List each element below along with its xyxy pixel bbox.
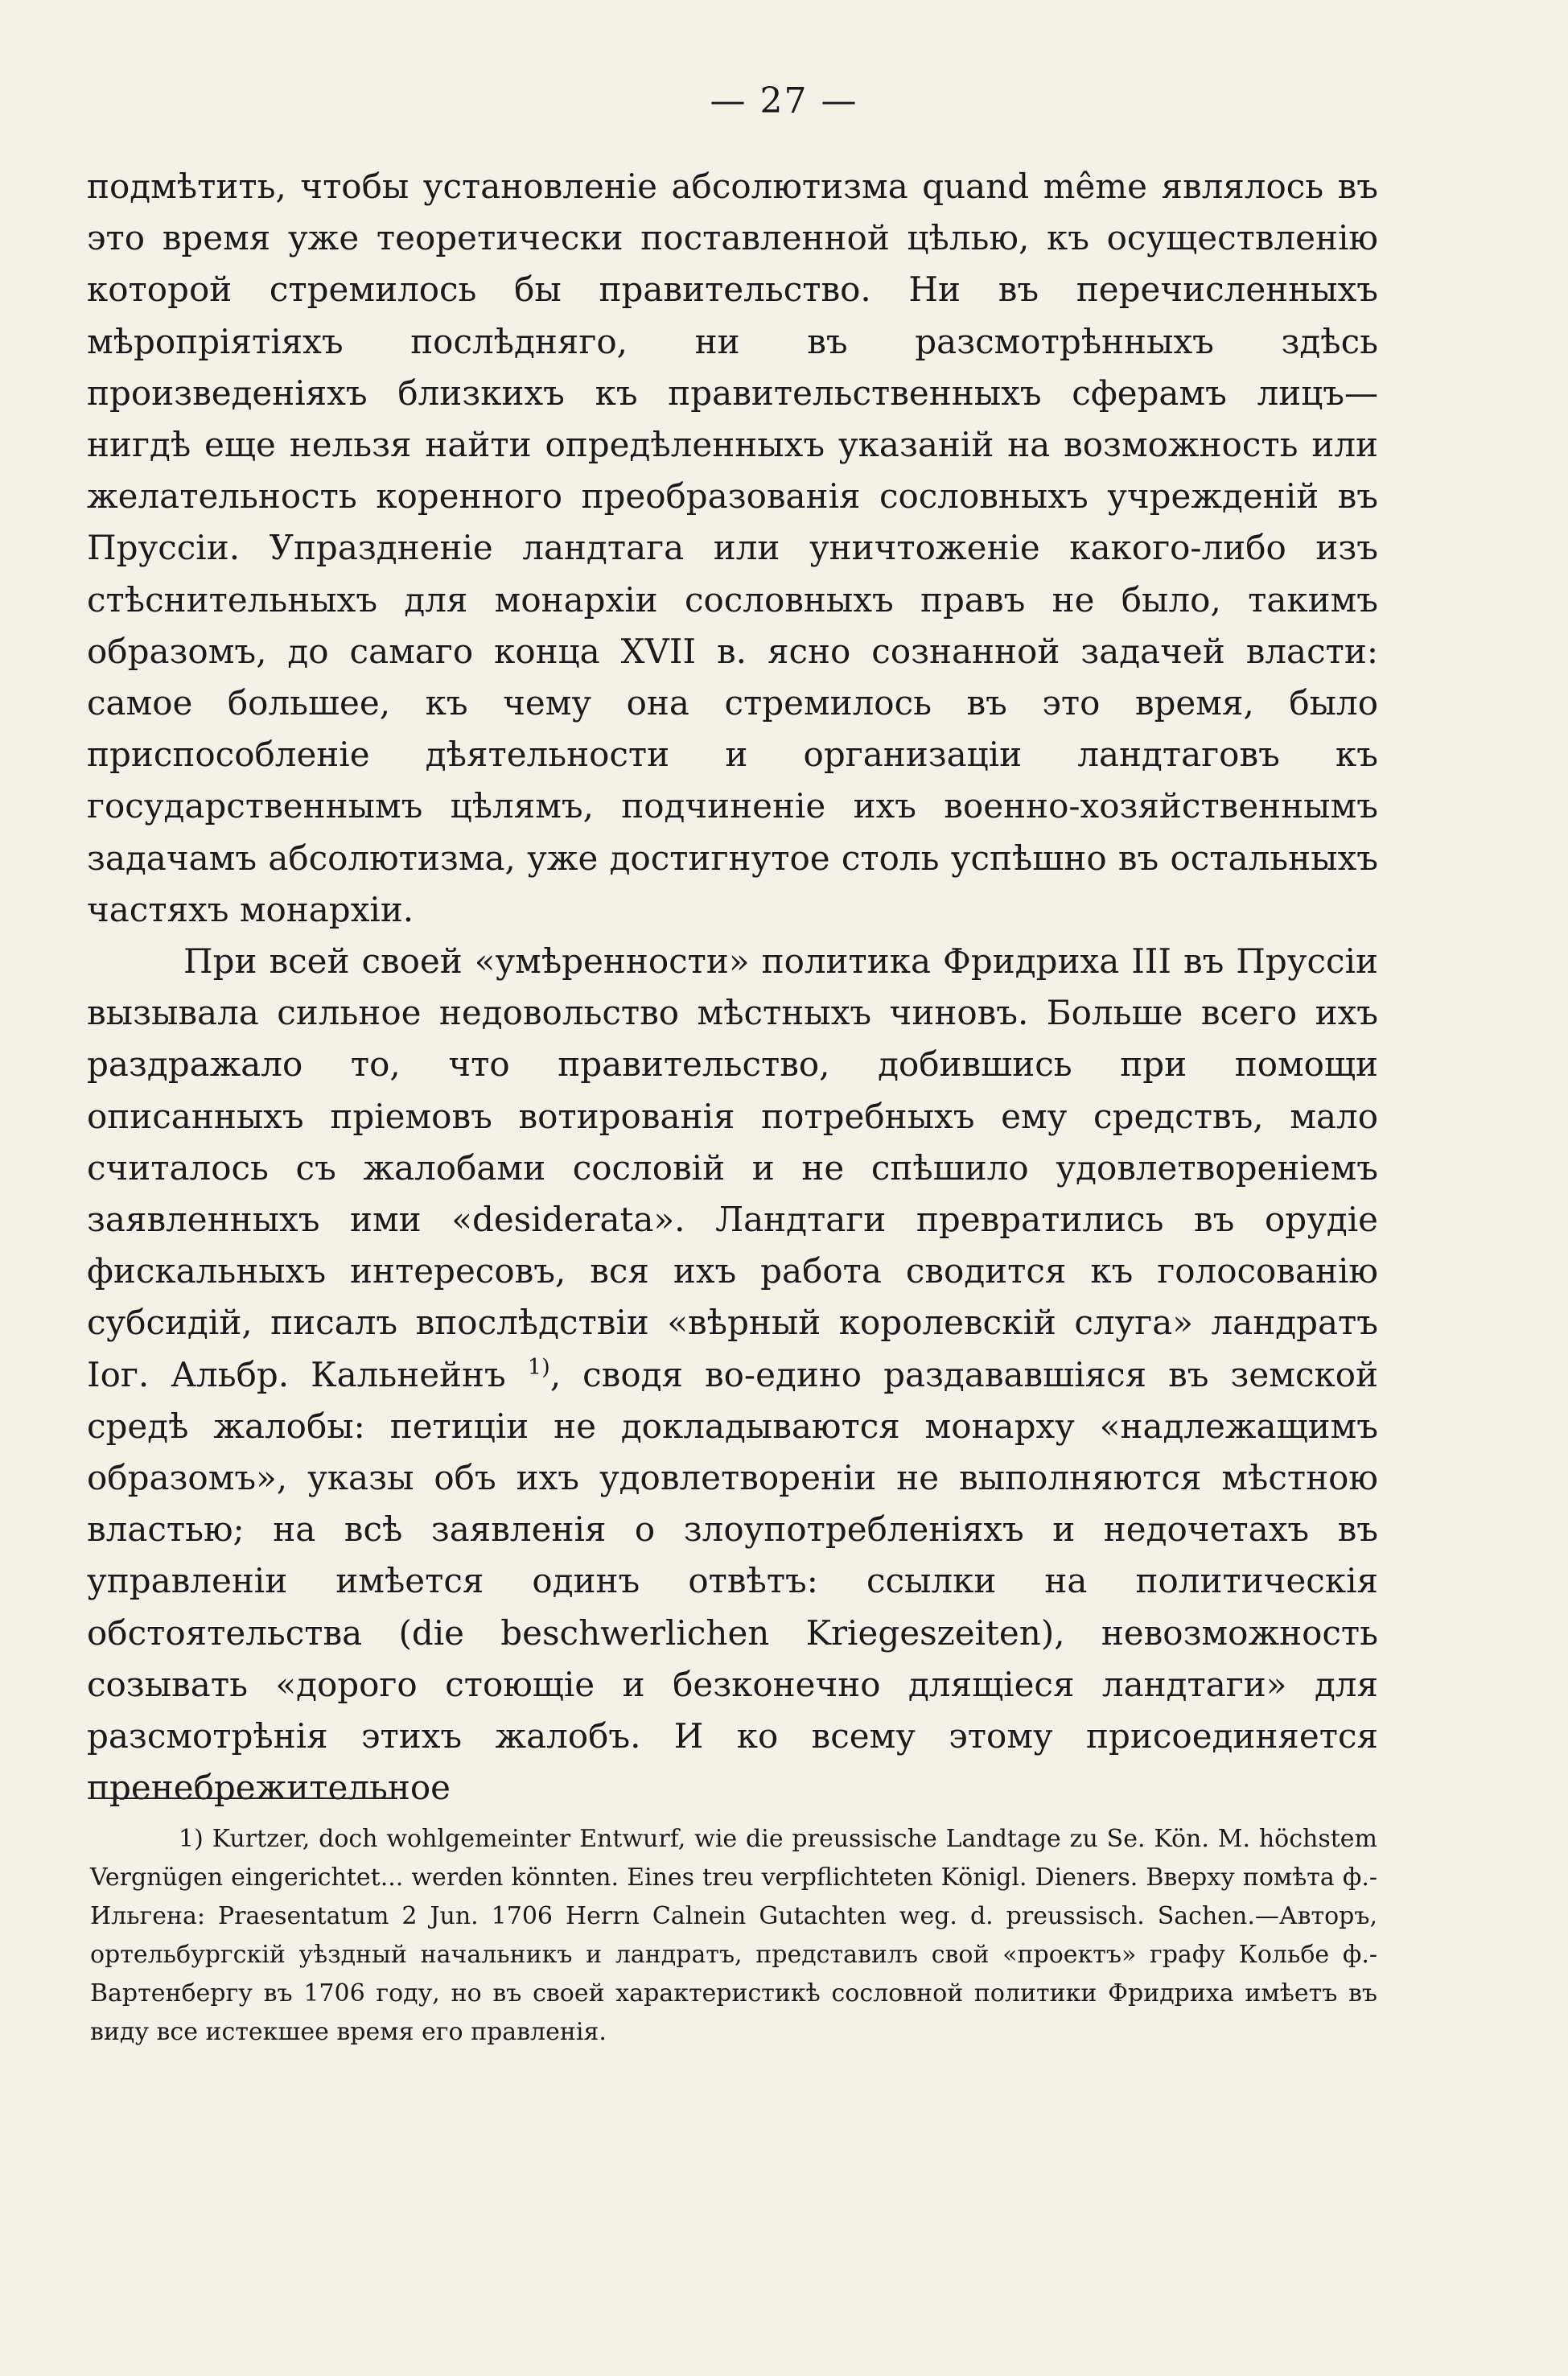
footnote-reference: 1) <box>527 1354 550 1380</box>
body-text <box>87 161 1378 1814</box>
footnote-body: Kurtzer, doch wohlgemeinter Entwurf, wie die preussische Landtage zu Se. Kön. M. höchstem Vergnügen eingerichtet... werden könnten. Eines treu verpflichteten Königl. Dieners. Вверху помѣта ф.-Ильгена: Praesentatum 2 Jun. 1706 Herrn Calnein Gutachten weg. d. preussisch. Sachen.—Авторъ, ортельбургскій уѣздный начальникъ и ландратъ, представилъ свой «проектъ» графу Кольбе ф.-Вартенбергу въ 1706 году, но въ своей характеристикѣ сословной политики Фридриха имѣетъ въ виду все истекшее время его правленія. <box>90 1825 1377 2046</box>
footnote <box>90 1820 1377 2052</box>
paragraph-text: , сводя во-едино раздававшіяся въ земской средѣ жалобы: петиціи не докладываются монарху «надлежащимъ образомъ», указы объ ихъ удовлетвореніи не выполняются мѣстною властью; на всѣ заявленія о злоупотребленіяхъ и недочетахъ въ управленіи имѣется одинъ отвѣтъ: ссылки на политическія обстоятельства (die beschwerlichen Kriegeszeiten), невозможность созывать «дорого стоющіе и безконечно длящіеся ландтаги» для разсмотрѣнія этихъ жалобъ. И ко всему этому присоединяется пренебрежительное <box>87 1354 1378 1808</box>
footnote-text <box>90 1820 1377 2052</box>
footnote-divider <box>90 1797 396 1799</box>
paragraph <box>87 936 1378 1814</box>
paragraph: подмѣтить, чтобы установленіе абсолютизма quand même являлось въ это время уже теоретически поставленной цѣлью, къ осуществленію которой стремилось бы правительство. Ни въ перечисленныхъ мѣропріятіяхъ послѣдняго, ни въ разсмотрѣнныхъ здѣсь произведеніяхъ близкихъ къ правительственныхъ сферамъ лицъ—нигдѣ еще нельзя найти опредѣленныхъ указаній на возможность или желательность коренного преобразованія сословныхъ учрежденій въ Пруссіи. Упраздненіе ландтага или уничтоженіе какого-либо изъ стѣснительныхъ для монархіи сословныхъ правъ не было, такимъ образомъ, до самаго конца XVII в. ясно сознанной задачей власти: самое большее, къ чему она стремилось въ это время, было приспособленіе дѣятельности и организаціи ландтаговъ къ государственнымъ цѣлямъ, подчиненіе ихъ военно-хозяйственнымъ задачамъ абсолютизма, уже достигнутое столь успѣшно въ остальныхъ частяхъ монархіи. <box>87 167 1378 929</box>
paragraph-text: При всей своей «умѣренности» политика Фридриха III въ Пруссіи вызывала сильное недовольство мѣстныхъ чиновъ. Больше всего ихъ раздражало то, что правительство, добившись при помощи описанныхъ пріемовъ вотированія потребныхъ ему средствъ, мало считалось съ жалобами сословій и не спѣшило удовлетвореніемъ заявленныхъ ими «desiderata». Ландтаги превратились въ орудіе фискальныхъ интересовъ, вся ихъ работа сводится къ голосованію субсидій, писалъ впослѣдствіи «вѣрный королевскій слуга» ландратъ Іог. Альбр. Кальнейнъ <box>87 941 1378 1394</box>
page-number: — 27 — <box>710 80 858 121</box>
footnote-marker: 1) <box>179 1825 204 1853</box>
